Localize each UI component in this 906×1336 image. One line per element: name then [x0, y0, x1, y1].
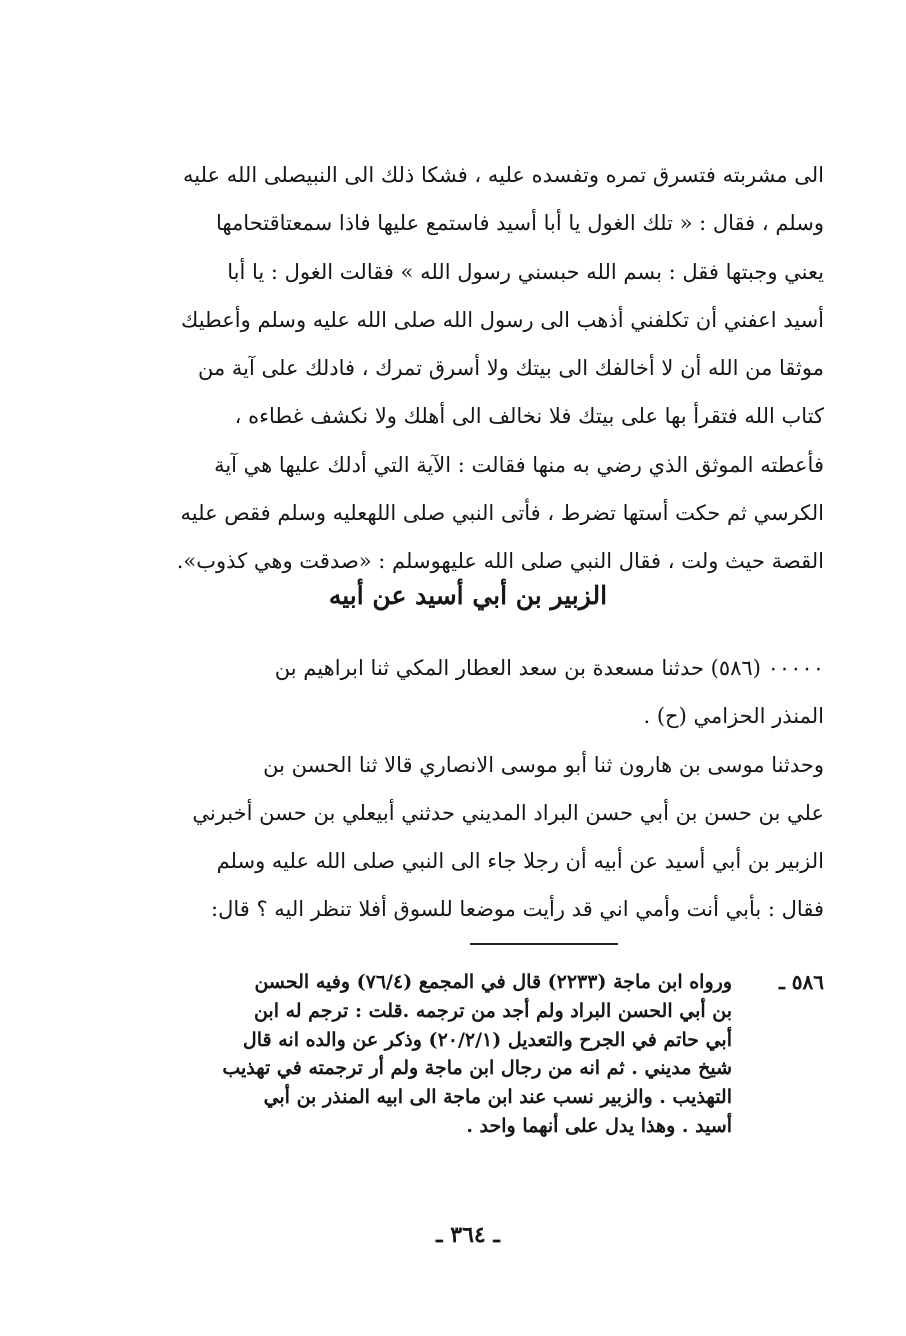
main-text	[112, 156, 824, 591]
main-text-line: أسيد اعفني أن تكلفني أذهب الى رسول الله صلى الله عليه وسلم وأعطيك	[181, 307, 824, 332]
main-text-line: كتاب الله فتقرأ بها على بيتك فلا نخالف الى أهلك ولا نكشف غطاءه ،	[234, 404, 824, 429]
footnote-line: أسيد . وهذا يدل على أنهما واحد .	[466, 1114, 732, 1137]
main-text-line: الكرسي ثم حكت أستها تضرط ، فأتى النبي صلى اللهعليه وسلم فقص عليه	[180, 501, 824, 526]
footnote-line: بن أبي الحسن البراد ولم أجد من ترجمه .قلت : ترجم له ابن	[253, 999, 732, 1022]
hadith-text-line: الزبير بن أبي أسيد عن أبيه أن رجلا جاء الى النبي صلى الله عليه وسلم	[216, 849, 824, 874]
hadith-text-line: فقال : بأبي أنت وأمي اني قد رأيت موضعا للسوق أفلا تنظر اليه ؟ قال:	[211, 897, 824, 922]
hadith-text-line: ٠٠٠٠٠ (٥٨٦) حدثنا مسعدة بن سعد العطار المكي ثنا ابراهيم بن	[274, 656, 824, 680]
footnote-text	[112, 968, 732, 1141]
hadith-text-line: علي بن حسن بن أبي حسن البراد المديني حدثني أبيعلي بن حسن أخبرني	[192, 800, 824, 825]
footnote-number: ٥٨٦ ـ	[778, 970, 824, 994]
footnote-divider	[470, 943, 618, 945]
hadith-text-line: المنذر الحزامي (ح) .	[643, 704, 824, 729]
hadith-text	[112, 648, 824, 938]
page-number: ـ ٣٦٤ ـ	[436, 1222, 500, 1248]
main-text-line: موثقا من الله أن لا أخالفك الى بيتك ولا أسرق تمرك ، فادلك على آية من	[197, 356, 824, 381]
main-text-line: وسلم ، فقال : « تلك الغول يا أبا أسيد فاستمع عليها فاذا سمعتاقتحامها	[215, 211, 824, 236]
footnote-line: أبي حاتم في الجرح والتعديل (٢٠/٢/١) وذكر عن والده انه قال	[242, 1028, 732, 1051]
hadith-text-line: وحدثنا موسى بن هارون ثنا أبو موسى الانصاري قالا ثنا الحسن بن	[263, 752, 824, 777]
section-heading: الزبير بن أبي أسيد عن أبيه	[328, 581, 608, 610]
main-text-line: القصة حيث ولت ، فقال النبي صلى الله عليهوسلم : «صدقت وهي كذوب».	[176, 549, 824, 574]
footnote-line: شيخ مديني . ثم انه من رجال ابن ماجة ولم أر ترجمته في تهذيب	[222, 1057, 732, 1080]
footnote-line: ورواه ابن ماجة (٢٢٣٣) قال في المجمع (٧٦/٤) وفيه الحسن	[254, 971, 732, 993]
main-text-line: الى مشربته فتسرق تمره وتفسده عليه ، فشكا ذلك الى النبيصلى الله عليه	[182, 163, 824, 187]
main-text-line: يعني وجبتها فقل : بسم الله حبسني رسول الله » فقالت الغول : يا أبا	[227, 259, 824, 284]
footnote-line: التهذيب . والزبير نسب عند ابن ماجة الى ابيه المنذر بن أبي	[263, 1086, 732, 1109]
main-text-line: فأعطته الموثق الذي رضي به منها فقالت : الآية التي أدلك عليها هي آية	[214, 452, 824, 477]
